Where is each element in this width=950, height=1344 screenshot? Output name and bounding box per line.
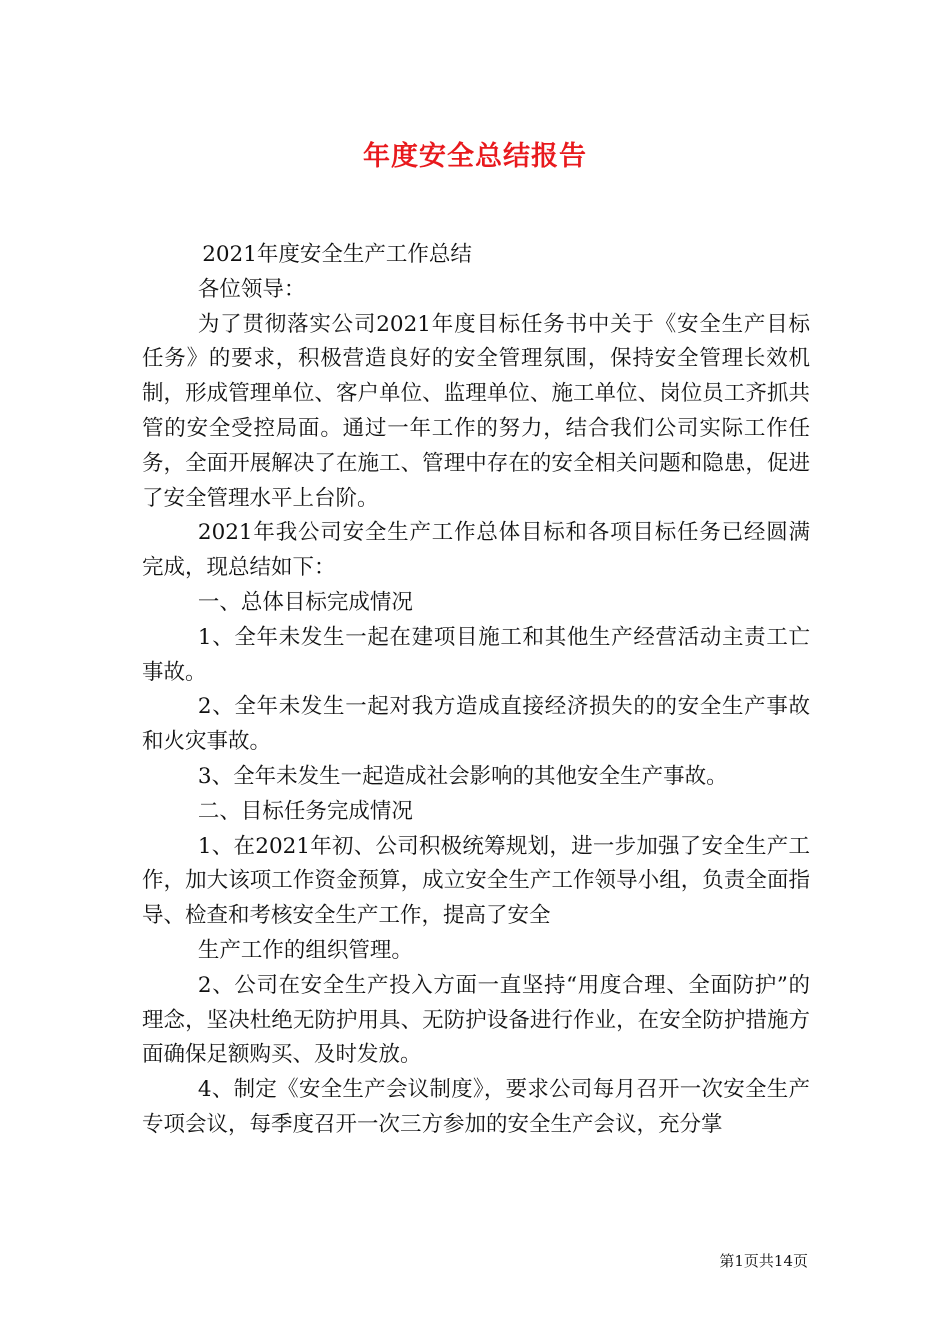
list-item: 4、制定《安全生产会议制度》，要求公司每月召开一次安全生产专项会议，每季度召开一次三方参加的安全生产会议，充分掌 [142,1077,810,1137]
list-item: 1、在2021年初、公司积极统筹规划，进一步加强了安全生产工作，加大该项工作资金预算，成立安全生产工作领导小组，负责全面指导、检查和考核安全生产工作，提高了安全 [142,833,810,929]
paragraph: 2021年我公司安全生产工作总体目标和各项目标任务已经圆满完成，现总结如下： [142,520,810,581]
paragraph: 为了贯彻落实公司2021年度目标任务书中关于《安全生产目标任务》的要求，积极营造良好的安全管理氛围，保持安全管理长效机制，形成管理单位、客户单位、监理单位、施工单位、岗位员工齐抓共管的安全受控局面。通过一年工作的努力，结合我们公司实际工作任务，全面开展解决了在施工、管理中存在的安全相关问题和隐患，促进了安全管理水平上台阶。 [142,311,810,511]
subtitle: 2021年度安全生产工作总结 [202,242,472,267]
document-title: 年度安全总结报告 [363,141,587,172]
list-item: 3、全年未发生一起造成社会影响的其他安全生产事故。 [197,763,728,789]
section-heading: 一、总体目标完成情况 [197,589,413,615]
list-item: 2、公司在安全生产投入方面一直坚持“用度合理、全面防护”的理念，坚决杜绝无防护用具、无防护设备进行作业，在安全防护措施方面确保足额购买、及时发放。 [142,972,810,1068]
salutation: 各位领导： [197,276,306,302]
section-heading: 二、目标任务完成情况 [197,798,413,824]
paragraph-continuation: 生产工作的组织管理。 [197,937,413,963]
list-item: 2、全年未发生一起对我方造成直接经济损失的的安全生产事故和火灾事故。 [142,694,810,755]
page-number: 第1页共14页 [719,1252,808,1270]
list-item: 1、全年未发生一起在建项目施工和其他生产经营活动主责工亡事故。 [142,624,810,685]
document-body [142,238,810,1143]
